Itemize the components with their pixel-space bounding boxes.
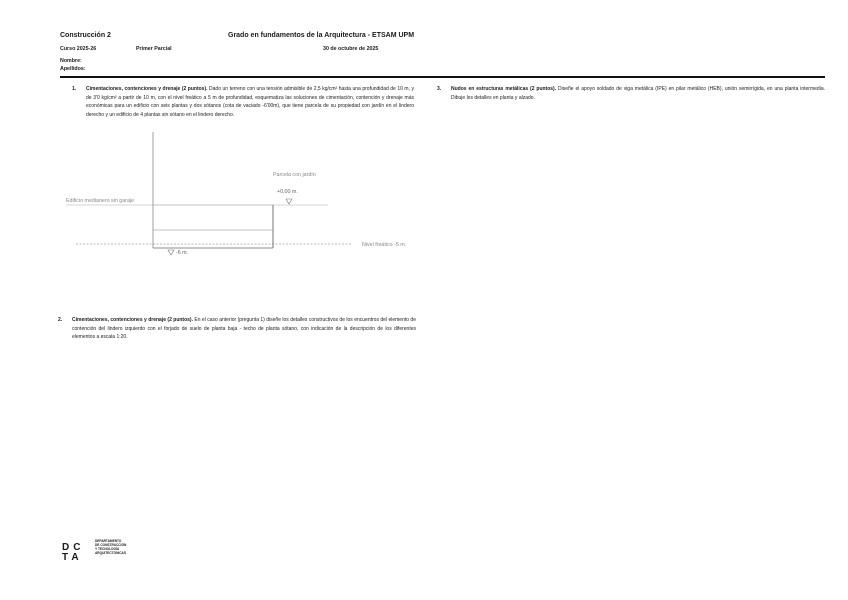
name-label: Nombre:	[60, 58, 82, 64]
level-zero-label: +0,00 m.	[277, 189, 298, 195]
logo-text-line: Y TECNOLOGÍA	[95, 547, 120, 551]
logo-text-line: DE CONSTRUCCIÓN	[95, 543, 127, 547]
garden-plot-label: Parcela con jardín	[273, 172, 316, 178]
question-2-number: 2.	[58, 317, 63, 323]
question-1-number: 1.	[72, 86, 77, 92]
question-3	[437, 85, 825, 102]
logo-letters-top: DC	[62, 542, 85, 553]
logo-text-line: ARQUITECTÓNICAS	[95, 551, 126, 555]
logo-text-line: DEPARTAMENTO	[95, 539, 122, 543]
level-bottom-label: -6 m.	[176, 250, 189, 256]
header-divider	[60, 76, 825, 78]
logo-text	[95, 539, 140, 555]
question-3-number: 3.	[437, 86, 442, 92]
question-2	[58, 316, 416, 342]
level-bottom-marker	[168, 250, 174, 255]
course-year: Curso 2025-26	[60, 46, 97, 52]
logo-letters	[62, 543, 84, 563]
exam-date: 30 de octubre de 2025	[323, 46, 379, 52]
surname-label: Apellidos:	[60, 66, 86, 72]
question-1-title: Cimentaciones, contenciones y drenaje (2 puntos).	[86, 86, 208, 92]
question-3-title: Nudos en estructuras metálicas (2 puntos).	[451, 86, 557, 92]
question-3-body: Diseñe el apoyo soldado de viga metálica (IPE) en pilar metálico (HEB), unión semirrígida, en una planta intermedia. Dibuje los detalles en planta y alzado.	[451, 86, 825, 101]
question-2-body: En el caso anterior (pregunta 1) diseñe los detalles constructivos de los encuentros del elemento de contención del lindero izquierdo con el forjado de suelo de planta baja - techo de planta sótano, con indicación de la descripción de los diferentes elementos a escala 1:20.	[72, 317, 416, 341]
course-title: Construcción 2	[60, 32, 111, 39]
question-1-body: Dado un terreno con una tensión admisible de 2,5 kg/cm² hasta una profundidad de 10 m, y de 3'0 kg/cm² a partir de 10 m, con el nivel freático a 5 m de profundidad, esquematiza las soluciones de cimentación, contención y drenaje más económicas para un edificio con seis plantas y dos sótanos (cota de vaciado -6'00m), que tiene parcela de su propiedad con jardín en el lindero derecho y un edificio de 4 plantas sin sótano en el lindero derecho.	[86, 86, 415, 119]
level-zero-marker	[286, 199, 292, 204]
degree-title: Grado en fundamentos de la Arquitectura - ETSAM UPM	[228, 32, 415, 39]
exam-name: Primer Parcial	[136, 46, 172, 52]
section-diagram	[60, 128, 440, 268]
question-1	[72, 85, 415, 120]
water-table-label: Nivel freático -5 m.	[362, 242, 407, 248]
left-building-label: Edificio medianero sin garaje	[66, 198, 135, 204]
logo-letters-bottom: TA	[62, 552, 83, 563]
question-2-title: Cimentaciones, contenciones y drenaje (2 puntos).	[72, 317, 193, 323]
